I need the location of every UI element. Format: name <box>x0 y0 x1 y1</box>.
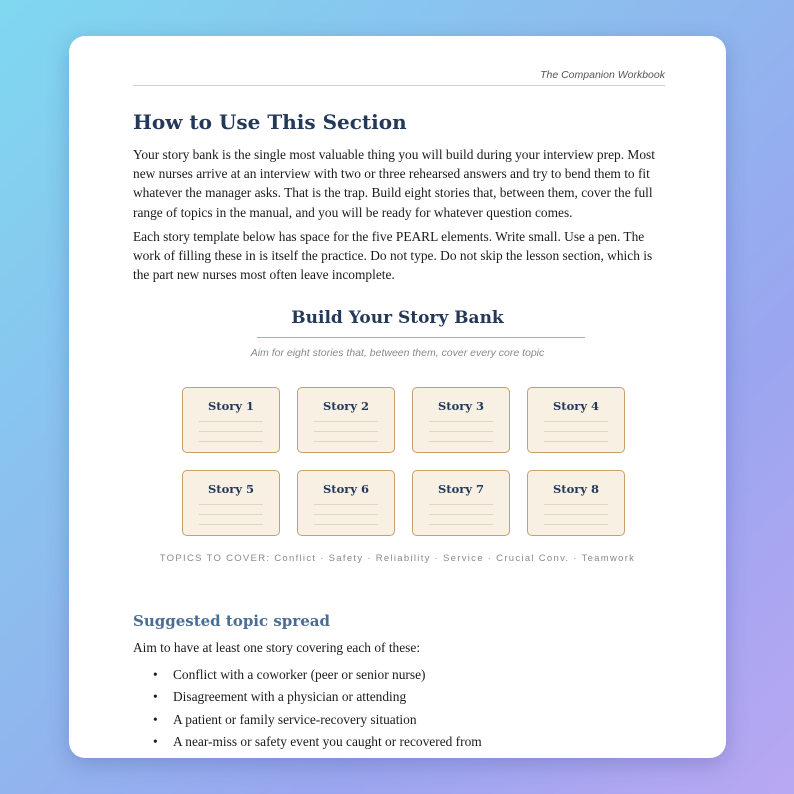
bullet-icon: • <box>153 689 158 705</box>
list-item <box>133 709 665 731</box>
writing-line <box>199 504 263 505</box>
running-header: The Companion Workbook <box>540 69 665 81</box>
topics-list: Conflict · Safety · Reliability · Service · Crucial Conv. · Teamwork <box>274 553 636 564</box>
writing-line <box>314 514 378 515</box>
story-bank-title: Build Your Story Bank <box>291 308 504 328</box>
story-card-2 <box>297 387 395 453</box>
writing-line <box>199 524 263 525</box>
writing-line <box>314 504 378 505</box>
topic-spread-title: Suggested topic spread <box>133 612 330 630</box>
list-item-text: Disagreement with a physician or attending <box>173 689 407 705</box>
list-item <box>133 686 665 708</box>
writing-line <box>544 421 608 422</box>
story-label: Story 3 <box>437 399 485 413</box>
writing-line <box>544 524 608 525</box>
bullet-icon: • <box>153 667 158 682</box>
writing-line <box>199 441 263 442</box>
story-card-8 <box>527 470 625 536</box>
writing-line <box>429 524 493 525</box>
list-item-text: A near-miss or safety event you caught or recovered from <box>173 734 482 750</box>
list-item-text: A patient or family service-recovery situation <box>173 711 417 727</box>
story-label: Story 7 <box>437 482 485 496</box>
intro-paragraph-1: Your story bank is the single most valuable thing you will build during your interview prep. Most new nurses arrive at an interview with two or three rehearsed answers and try to bend them to fit whatever the manager asks. That is the trap. Build eight stories that, between them, cover the full range of topics in the manual, and you will be ready for whatever question comes. <box>133 147 655 220</box>
story-label: Story 2 <box>322 399 370 413</box>
list-item <box>133 731 665 753</box>
writing-line <box>199 421 263 422</box>
topic-spread-intro: Aim to have at least one story covering each of these: <box>133 640 421 655</box>
list-item-text: Conflict with a coworker (peer or senior nurse) <box>173 667 426 682</box>
writing-line <box>429 514 493 515</box>
writing-line <box>199 431 263 432</box>
writing-line <box>429 441 493 442</box>
writing-line <box>429 504 493 505</box>
topics-caption <box>69 553 726 564</box>
writing-line <box>429 421 493 422</box>
story-label: Story 8 <box>552 482 600 496</box>
bullet-icon: • <box>153 711 158 727</box>
story-label: Story 5 <box>207 482 255 496</box>
story-card-1 <box>182 387 280 453</box>
story-card-5 <box>182 470 280 536</box>
bullet-icon: • <box>153 734 158 750</box>
writing-line <box>544 441 608 442</box>
writing-line <box>199 514 263 515</box>
story-bank-subtitle: Aim for eight stories that, between them, cover every core topic <box>250 347 545 359</box>
writing-line <box>544 504 608 505</box>
writing-line <box>314 421 378 422</box>
writing-line <box>314 431 378 432</box>
story-card-4 <box>527 387 625 453</box>
writing-line <box>429 431 493 432</box>
writing-line <box>544 514 608 515</box>
workbook-page <box>69 36 726 758</box>
header-rule <box>133 85 665 86</box>
writing-line <box>314 524 378 525</box>
section-title: How to Use This Section <box>133 110 407 134</box>
list-item <box>133 664 665 686</box>
story-card-3 <box>412 387 510 453</box>
story-card-7 <box>412 470 510 536</box>
story-bank-rule <box>257 337 585 338</box>
topic-list <box>133 664 665 754</box>
story-label: Story 6 <box>322 482 370 496</box>
story-label: Story 4 <box>552 399 600 413</box>
story-label: Story 1 <box>207 399 255 413</box>
story-card-6 <box>297 470 395 536</box>
writing-line <box>314 441 378 442</box>
writing-line <box>544 431 608 432</box>
intro-paragraph-2: Each story template below has space for the five PEARL elements. Write small. Use a pen. The work of filling these in is itself the practice. Do not type. Do not skip the lesson section, which is the part new nurses most often leave incomplete. <box>133 229 653 283</box>
topics-label: TOPICS TO COVER: <box>159 553 271 564</box>
